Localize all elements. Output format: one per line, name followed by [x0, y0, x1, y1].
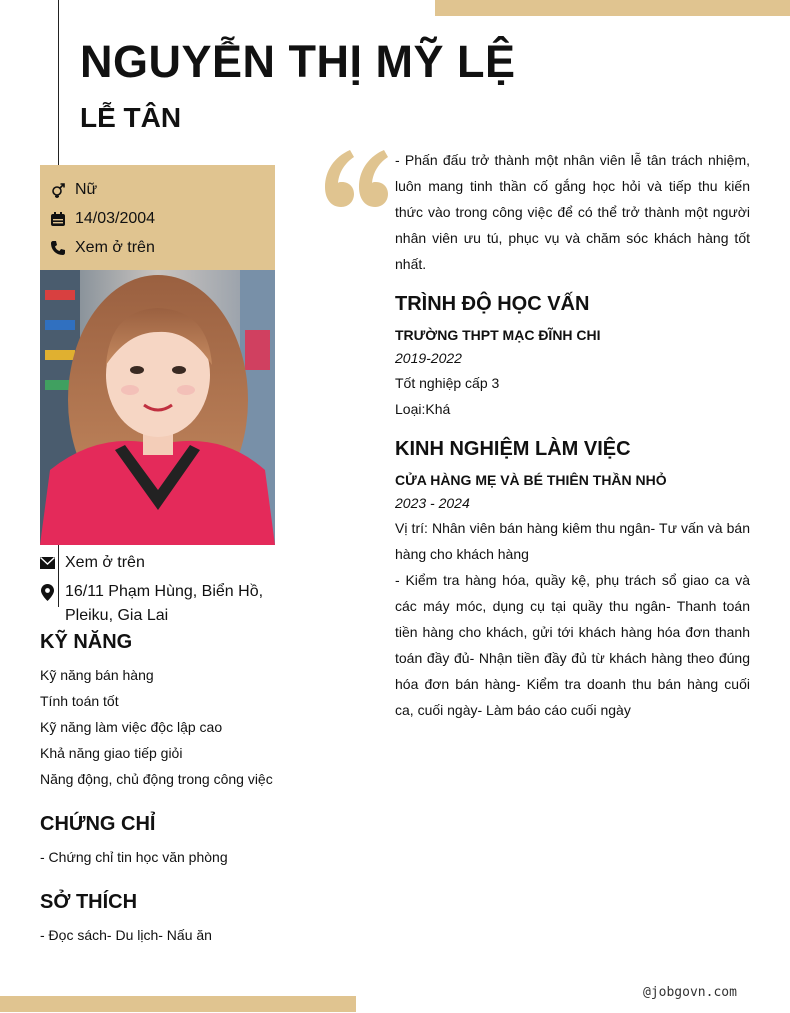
experience-position: Vị trí: Nhân viên bán hàng kiêm thu ngân- Tư vấn và bán hàng cho khách hàng — [395, 520, 750, 562]
gender-row — [50, 181, 97, 199]
quote-icon — [322, 145, 388, 220]
top-accent-bar — [435, 0, 790, 16]
experience-company: CỬA HÀNG MẸ VÀ BÉ THIÊN THẦN NHỎ — [395, 472, 667, 488]
address-value: 16/11 Phạm Hùng, Biển Hồ, Pleiku, Gia Lai — [65, 583, 264, 624]
profile-photo — [40, 270, 275, 545]
certificates-text: - Chứng chỉ tin học văn phòng — [40, 849, 228, 865]
list-item: Kỹ năng bán hàng — [40, 667, 154, 683]
education-grade: Loại:Khá — [395, 401, 451, 417]
personal-info-box — [40, 165, 275, 270]
birthdate-value: 14/03/2004 — [75, 210, 156, 227]
address-row — [40, 580, 275, 628]
phone-row — [50, 239, 155, 257]
phone-icon — [50, 240, 66, 256]
calendar-icon — [50, 211, 66, 227]
birthdate-row — [50, 210, 155, 228]
education-degree: Tốt nghiệp cấp 3 — [395, 375, 500, 391]
list-item: Kỹ năng làm việc độc lập cao — [40, 719, 223, 735]
education-period: 2019-2022 — [395, 350, 462, 366]
skills-title: KỸ NĂNG — [40, 631, 133, 653]
experience-title: KINH NGHIỆM LÀM VIỆC — [395, 438, 631, 460]
email-value: Xem ở trên — [65, 554, 145, 571]
divider-line — [58, 0, 59, 165]
candidate-name: NGUYỄN THỊ MỸ LỆ — [80, 36, 516, 87]
experience-duties: - Kiểm tra hàng hóa, quầy kệ, phụ trách sổ giao ca và các máy móc, dụng cụ tại quầy thu ngân- Thanh toán tiền hàng cho khách, gửi tới khách hàng hóa đơn thanh toán đầy đủ- Nhận tiền đầy đủ từ khách hàng theo đúng hóa đơn bán hàng- Kiểm tra doanh thu bán hàng cuối ca, cuối ngày- Làm báo cáo cuối ngày — [395, 572, 750, 718]
email-icon — [40, 557, 55, 569]
career-objective: - Phấn đấu trở thành một nhân viên lễ tân trách nhiệm, luôn mang tinh thần cố gắng học hỏi và tiếp thu kiến thức vào trong công việc để có thể trở thành một người nhân viên ưu tú, phục vụ và chăm sóc khách hàng tốt nhất. — [395, 152, 750, 272]
footer-watermark: @jobgovn.com — [643, 985, 737, 1000]
experience-period: 2023 - 2024 — [395, 495, 470, 511]
location-pin-icon — [41, 584, 54, 601]
gender-value: Nữ — [75, 181, 98, 198]
certificates-title: CHỨNG CHỈ — [40, 813, 156, 835]
bottom-accent-bar — [0, 996, 356, 1012]
email-row — [40, 551, 145, 575]
candidate-role: LỄ TÂN — [80, 102, 182, 133]
hobbies-text: - Đọc sách- Du lịch- Nấu ăn — [40, 927, 212, 943]
list-item: Tính toán tốt — [40, 693, 119, 709]
skills-list — [40, 662, 273, 792]
experience-details — [395, 515, 750, 723]
list-item: Năng động, chủ động trong công việc — [40, 771, 273, 787]
education-title: TRÌNH ĐỘ HỌC VẤN — [395, 293, 590, 315]
gender-icon — [50, 182, 66, 198]
education-school: TRƯỜNG THPT MẠC ĐĨNH CHI — [395, 327, 601, 343]
hobbies-title: SỞ THÍCH — [40, 891, 138, 913]
phone-value: Xem ở trên — [75, 239, 155, 256]
list-item: Khả năng giao tiếp giỏi — [40, 745, 183, 761]
